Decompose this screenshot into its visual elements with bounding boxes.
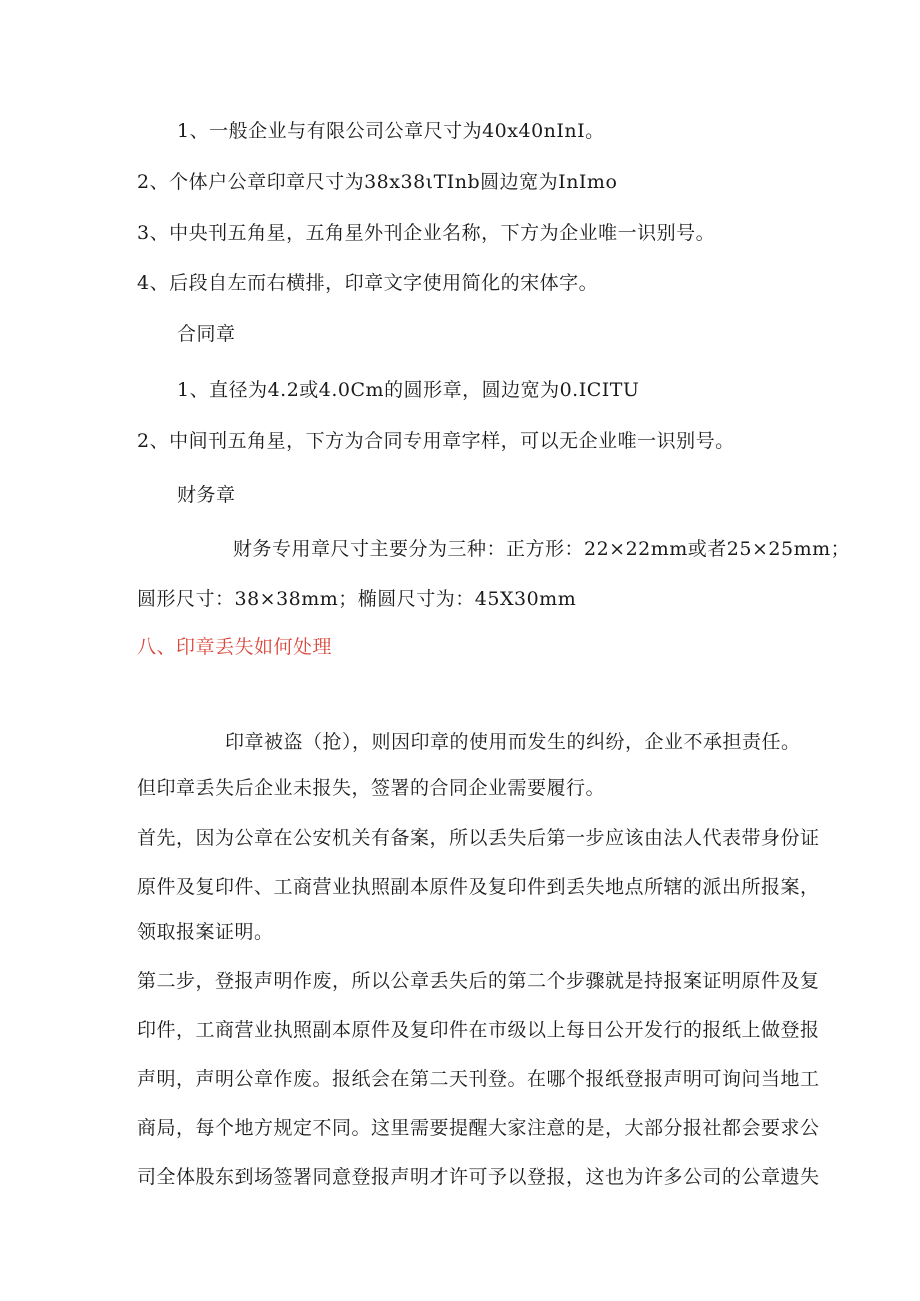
paragraph-line: 第二步，登报声明作废，所以公章丢失后的第二个步骤就是持报案证明原件及复 bbox=[137, 970, 820, 992]
section-title: 八、印章丢失如何处理 bbox=[137, 636, 333, 658]
paragraph-line: 领取报案证明。 bbox=[137, 921, 274, 943]
paragraph-line: 司全体股东到场签署同意登报声明才许可予以登报，这也为许多公司的公章遗失 bbox=[137, 1166, 820, 1188]
paragraph-line: 商局，每个地方规定不同。这里需要提醒大家注意的是，大部分报社都会要求公 bbox=[137, 1117, 820, 1139]
paragraph-line: 首先，因为公章在公安机关有备案，所以丢失后第一步应该由法人代表带身份证 bbox=[137, 827, 820, 849]
finance-spec-line: 财务专用章尺寸主要分为三种：正方形：22×22mm或者25×25mm； bbox=[233, 538, 851, 560]
contract-spec-line: 2、中间刊五角星，下方为合同专用章字样，可以无企业唯一识别号。 bbox=[137, 430, 735, 452]
paragraph-line: 原件及复印件、工商营业执照副本原件及复印件到丢失地点所辖的派出所报案， bbox=[137, 876, 820, 898]
paragraph-line: 声明，声明公章作废。报纸会在第二天刊登。在哪个报纸登报声明可询问当地工 bbox=[137, 1068, 820, 1090]
contract-spec-line: 1、直径为4.2或4.0Cm的圆形章，圆边宽为0.ICITU bbox=[177, 379, 640, 401]
finance-spec-line: 圆形尺寸：38×38mm；椭圆尺寸为：45X30mm bbox=[137, 588, 577, 610]
contract-seal-heading: 合同章 bbox=[177, 323, 236, 345]
seal-spec-line: 2、个体户公章印章尺寸为38x38ιTInb圆边宽为InImo bbox=[137, 171, 618, 193]
seal-spec-line: 3、中央刊五角星，五角星外刊企业名称，下方为企业唯一识别号。 bbox=[137, 222, 716, 244]
paragraph-line: 印件，工商营业执照副本原件及复印件在市级以上每日公开发行的报纸上做登报 bbox=[137, 1019, 820, 1041]
paragraph-line: 但印章丢失后企业未报失，签署的合同企业需要履行。 bbox=[137, 777, 606, 799]
seal-spec-line: 1、一般企业与有限公司公章尺寸为40x40nInI。 bbox=[177, 120, 605, 142]
seal-spec-line: 4、后段自左而右横排，印章文字使用简化的宋体字。 bbox=[137, 272, 599, 294]
finance-seal-heading: 财务章 bbox=[177, 484, 236, 506]
paragraph-line: 印章被盗（抢），则因印章的使用而发生的纠纷，企业不承担责任。 bbox=[225, 731, 801, 753]
